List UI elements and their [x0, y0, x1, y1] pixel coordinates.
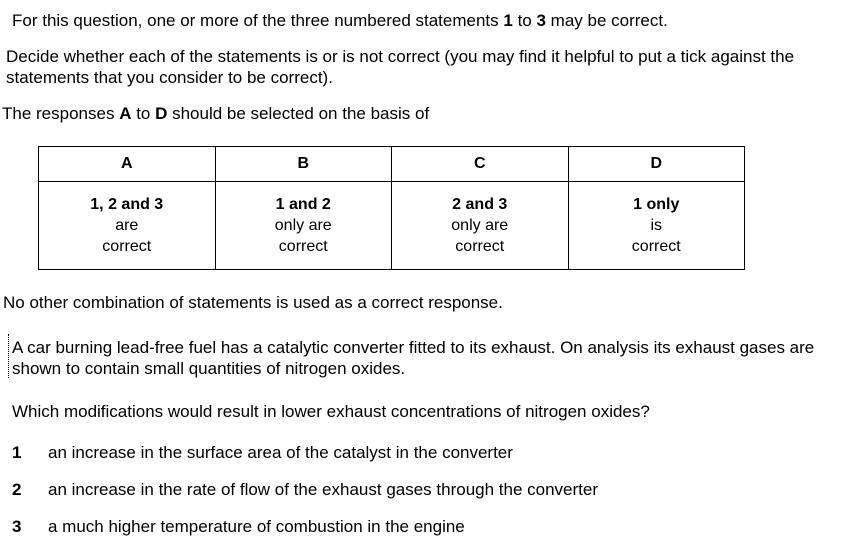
- response-cell-a: [39, 182, 216, 270]
- instruction-line-3-bold-1: A: [119, 104, 132, 123]
- response-a-line-3: correct: [102, 238, 152, 255]
- instruction-line-1-after: may be correct.: [545, 11, 668, 30]
- response-header-row: [39, 147, 745, 182]
- response-cell-b: [215, 182, 392, 270]
- statement-1-number: 1: [12, 443, 22, 462]
- response-key-table: [38, 146, 745, 270]
- response-note: No other combination of statements is used as a correct response.: [3, 293, 503, 312]
- instruction-line-1-before: For this question, one or more of the three numbered statements: [12, 11, 504, 30]
- response-d-line-3: correct: [631, 238, 681, 255]
- instruction-line-1: [12, 11, 668, 31]
- statement-3-number: 3: [12, 517, 22, 536]
- response-a-line-2: are: [115, 217, 139, 234]
- instruction-line-1-bold-2: 3: [536, 11, 546, 30]
- question-prompt: Which modifications would result in lower exhaust concentrations of nitrogen oxides?: [12, 402, 650, 421]
- instruction-line-2: Decide whether each of the statements is or is not correct (you may find it helpful to put a tick against the statements that you consider to be correct).: [6, 47, 795, 87]
- statement-2-number: 2: [12, 480, 22, 499]
- statement-2-text: an increase in the rate of flow of the exhaust gases through the converter: [48, 480, 599, 499]
- response-b-line-3: correct: [278, 238, 328, 255]
- margin-mark: [8, 334, 9, 378]
- response-a-line-1: 1, 2 and 3: [90, 196, 164, 213]
- response-c-line-2: only are: [451, 217, 509, 234]
- instruction-line-3-before: The responses: [2, 104, 120, 123]
- response-header-a: A: [39, 147, 216, 182]
- response-b-line-2: only are: [274, 217, 332, 234]
- instruction-line-3-bold-2: D: [155, 104, 168, 123]
- response-header-c: C: [392, 147, 569, 182]
- response-header-b: B: [215, 147, 392, 182]
- response-d-line-1: 1 only: [633, 196, 680, 213]
- response-header-d: D: [568, 147, 745, 182]
- response-c-line-3: correct: [455, 238, 505, 255]
- response-cell-d: [568, 182, 745, 270]
- instruction-line-3-middle: to: [131, 104, 156, 123]
- response-body-row: [39, 182, 745, 270]
- statement-1-text: an increase in the surface area of the catalyst in the converter: [48, 443, 513, 462]
- instruction-line-3-after: should be selected on the basis of: [167, 104, 430, 123]
- statement-3-text: a much higher temperature of combustion in the engine: [48, 517, 465, 536]
- response-c-line-1: 2 and 3: [452, 196, 508, 213]
- question-stem: A car burning lead-free fuel has a catalytic converter fitted to its exhaust. On analysis its exhaust gases are shown to contain small quantities of nitrogen oxides.: [12, 338, 815, 378]
- response-d-line-2: is: [650, 217, 663, 234]
- response-b-line-1: 1 and 2: [275, 196, 331, 213]
- response-cell-c: [392, 182, 569, 270]
- instruction-line-1-bold-1: 1: [503, 11, 513, 30]
- instruction-line-1-middle: to: [512, 11, 537, 30]
- instruction-line-3: [2, 104, 429, 124]
